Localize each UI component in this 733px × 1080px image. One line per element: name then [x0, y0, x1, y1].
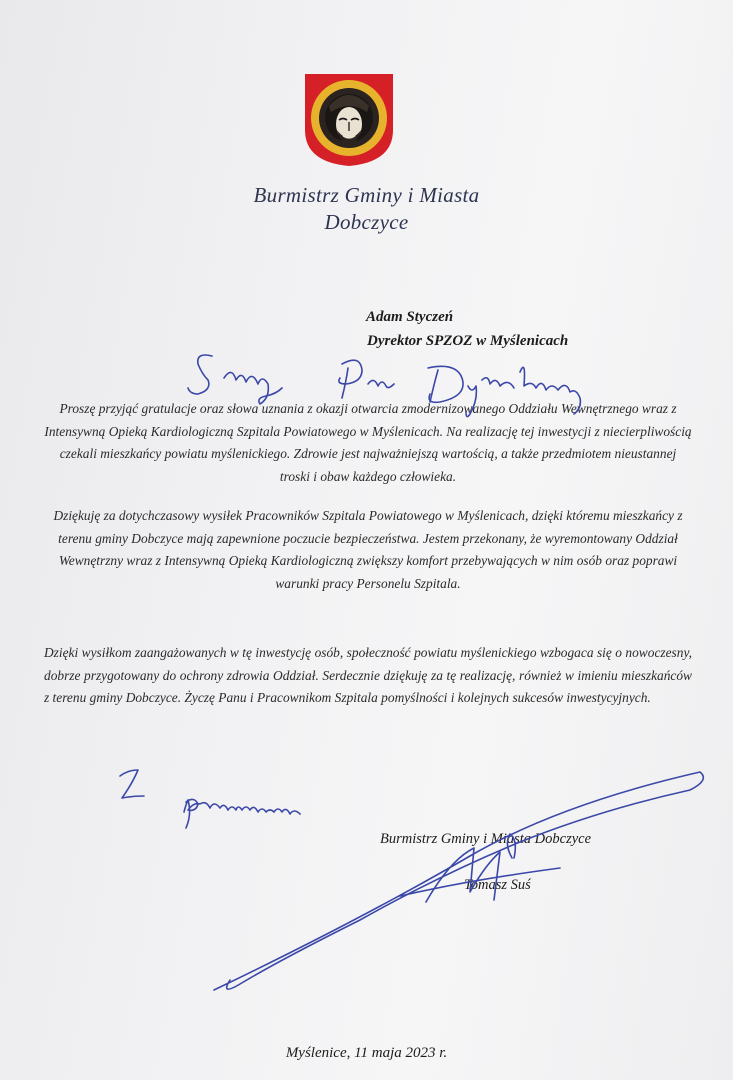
addressee-name: Adam Styczeń: [366, 309, 454, 325]
letter-paragraph-1: Proszę przyjąć gratulacje oraz słowa uznania z okazji otwarcia zmodernizowanego Oddziału Wewnętrznego wraz z Intensywną Opieką Kardiologiczną Szpitala Powiatowego w Myślenicach. Na realizację tej inwestycji z niecierpliwością czekali mieszkańcy powiatu myślenickiego. Zdrowie jest najważniejszą wartością, a także przedmiotem nieustannej troski i obaw każdego człowieka.: [44, 401, 692, 484]
handwritten-closing: [120, 770, 300, 828]
issuer-municipality: Dobczyce: [324, 210, 409, 234]
signatory-title: Burmistrz Gminy i Miasta Dobczyce: [380, 831, 592, 847]
letter-paragraph-2: Dziękuję za dotychczasowy wysiłek Pracowników Szpitala Powiatowego w Myślenicach, dzięki któremu mieszkańcy z terenu gminy Dobczyce mają zapewnione poczucie bezpieczeństwa. Jestem przekonany, że wyremontowany Oddział Wewnętrzny wraz z Intensywną Opieką Kardiologiczną zwiększy komfort przebywających w nim osób oraz poprawi warunki pracy Personelu Szpitala.: [53, 508, 683, 591]
place-and-date: Myślenice, 11 maja 2023 r.: [285, 1045, 448, 1061]
issuer-title: Burmistrz Gminy i Miasta: [253, 183, 480, 207]
letter-paragraph-3: Dzięki wysiłkom zaangażowanych w tę inwestycję osób, społeczność powiatu myślenickiego wzbogaca się o nowoczesny, dobrze przygotowany do ochrony zdrowia Oddział. Serdecznie dziękuję za tę realizację, również w imieniu mieszkańców z terenu gminy Dobczyce. Życzę Panu i Pracownikom Szpitala pomyślności i kolejnych sukcesów inwestycyjnych.: [44, 645, 692, 705]
addressee-title: Dyrektor SPZOZ w Myślenicach: [367, 333, 569, 349]
signatory-name: Tomasz Suś: [464, 877, 531, 893]
mayor-signature: [214, 772, 703, 990]
coat-of-arms-icon: [303, 72, 395, 168]
